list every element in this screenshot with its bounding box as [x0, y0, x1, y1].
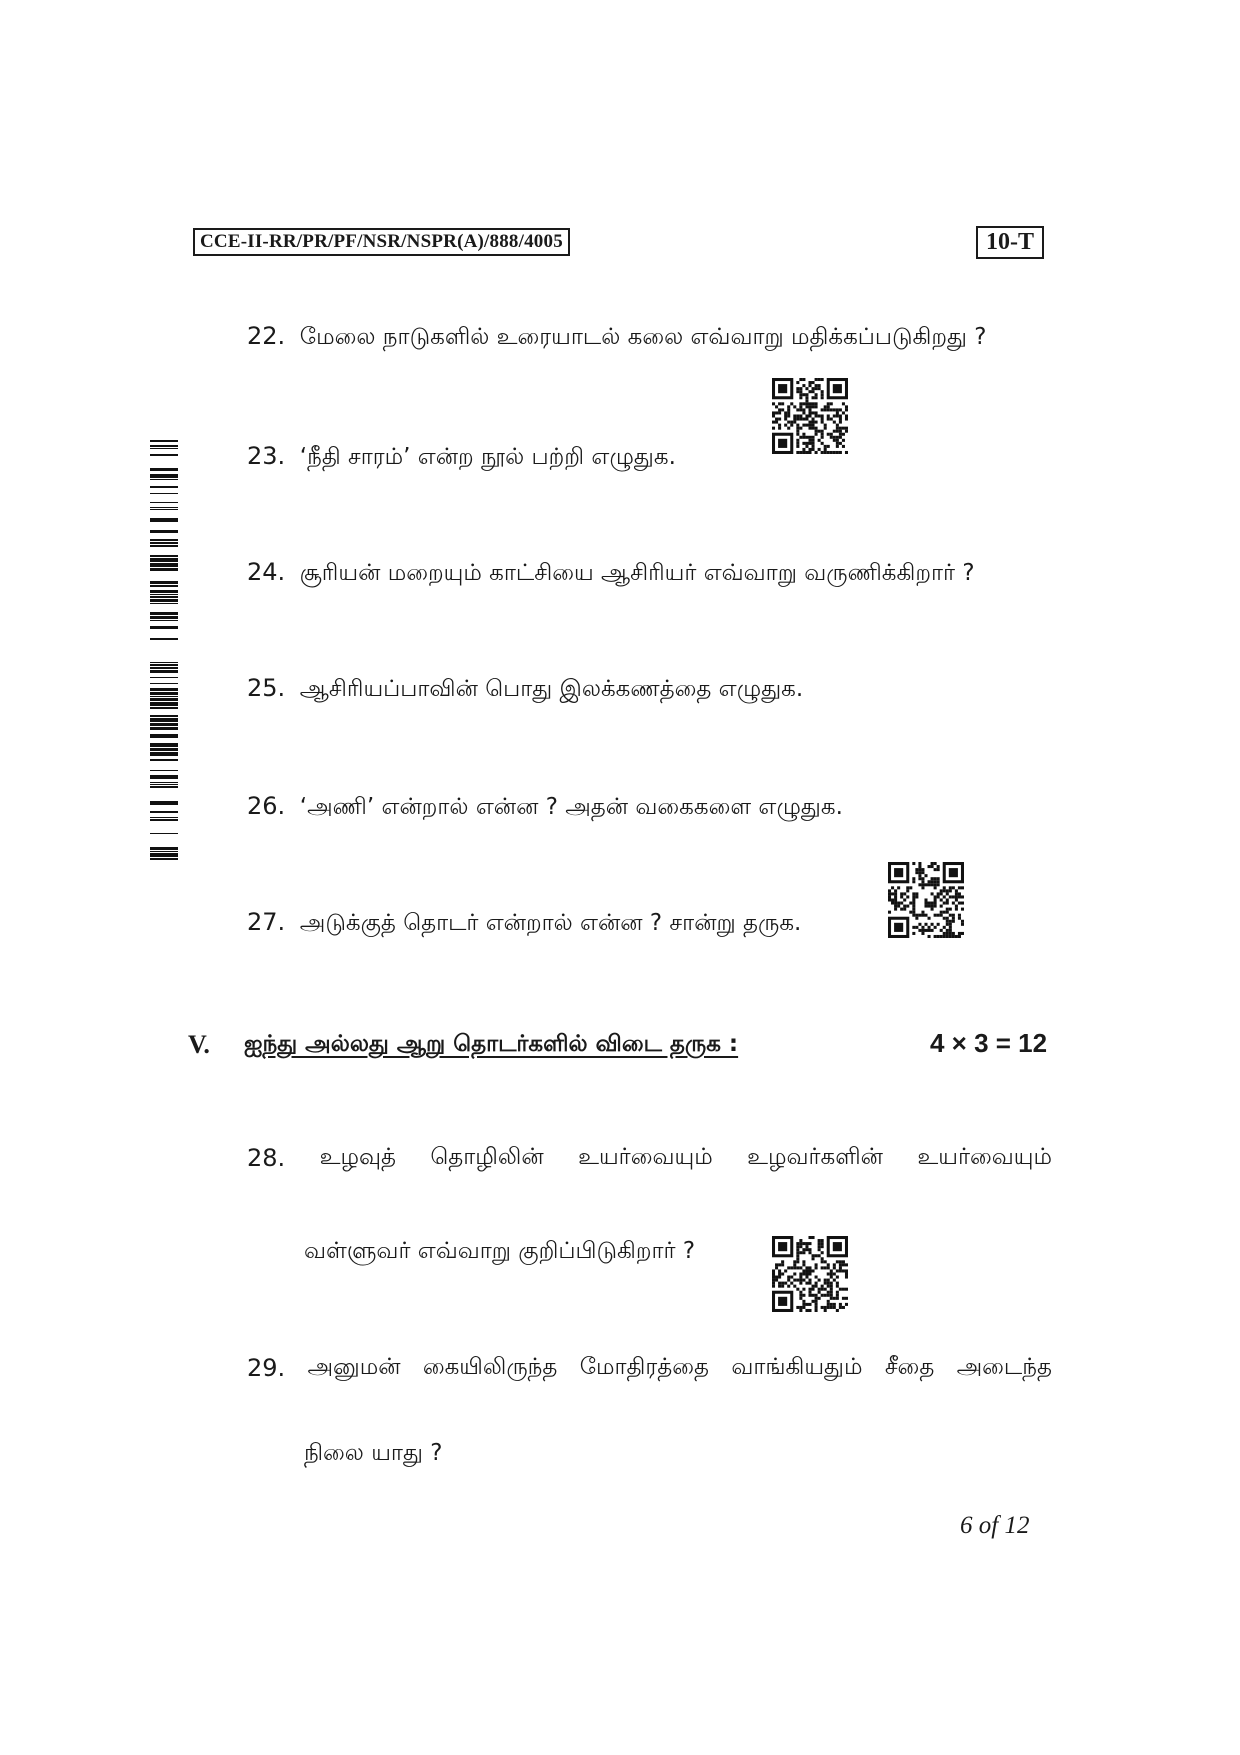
section-marks: 4 × 3 = 12 — [930, 1028, 1048, 1058]
question-28 — [247, 1146, 1052, 1170]
qr-code-image — [772, 1236, 848, 1312]
question-word: வாங்கியதும் — [731, 1354, 863, 1380]
question-word: அனுமன் — [307, 1354, 401, 1380]
question-22 — [247, 324, 987, 349]
question-number: 26. — [247, 792, 286, 820]
question-line — [247, 1146, 1052, 1170]
question-28-line-2 — [304, 1240, 695, 1263]
question-word: உழவுத் — [319, 1144, 396, 1170]
question-word: உயர்வையும் — [917, 1144, 1052, 1170]
question-word: கையிலிருந்த — [422, 1354, 558, 1380]
question-number: 28. — [247, 1144, 286, 1172]
paper-code: CCE-II-RR/PR/PF/NSR/NSPR(A)/888/4005 — [193, 228, 570, 256]
question-word: உயர்வையும் — [578, 1144, 713, 1170]
question-text: நிலை யாது ? — [304, 1440, 443, 1466]
barcode-image — [150, 440, 178, 862]
page-number: 6 of 12 — [960, 1512, 1030, 1539]
question-text: அடுக்குத் தொடர் என்றால் என்ன ? சான்று தருக. — [299, 910, 802, 936]
set-code: 10-T — [976, 226, 1044, 259]
question-29 — [247, 1356, 1052, 1380]
question-23 — [247, 444, 676, 469]
question-27 — [247, 910, 801, 935]
question-number: 29. — [247, 1354, 286, 1382]
question-text: வள்ளுவர் எவ்வாறு குறிப்பிடுகிறார் ? — [304, 1238, 696, 1264]
question-29-line-2 — [304, 1442, 442, 1465]
question-text: ஆசிரியப்பாவின் பொது இலக்கணத்தை எழுதுக. — [299, 676, 804, 702]
question-word: தொழிலின் — [430, 1144, 544, 1170]
question-word: உழவர்களின் — [747, 1144, 883, 1170]
question-text: ‘அணி’ என்றால் என்ன ? அதன் வகைகளை எழுதுக. — [299, 794, 843, 820]
question-number: 22. — [247, 322, 286, 350]
section-title: ஐந்து அல்லது ஆறு தொடர்களில் விடை தருக : — [244, 1031, 739, 1057]
question-number: 24. — [247, 558, 286, 586]
question-26 — [247, 794, 843, 819]
question-number: 25. — [247, 674, 286, 702]
question-word: மோதிரத்தை — [579, 1354, 710, 1380]
qr-code-image — [772, 378, 848, 454]
question-word: சீதை — [884, 1354, 935, 1380]
question-text: ‘நீதி சாரம்’ என்ற நூல் பற்றி எழுதுக. — [299, 444, 676, 470]
qr-code-image — [888, 862, 964, 938]
question-number: 23. — [247, 442, 286, 470]
question-text: சூரியன் மறையும் காட்சியை ஆசிரியர் எவ்வாறு வருணிக்கிறார் ? — [299, 560, 975, 586]
question-25 — [247, 676, 803, 701]
question-word: அடைந்த — [956, 1354, 1052, 1380]
section-numeral: V. — [188, 1030, 210, 1059]
question-line — [247, 1356, 1052, 1380]
question-text: மேலை நாடுகளில் உரையாடல் கலை எவ்வாறு மதிக்கப்படுகிறது ? — [299, 324, 987, 350]
question-24 — [247, 560, 975, 585]
question-number: 27. — [247, 908, 286, 936]
